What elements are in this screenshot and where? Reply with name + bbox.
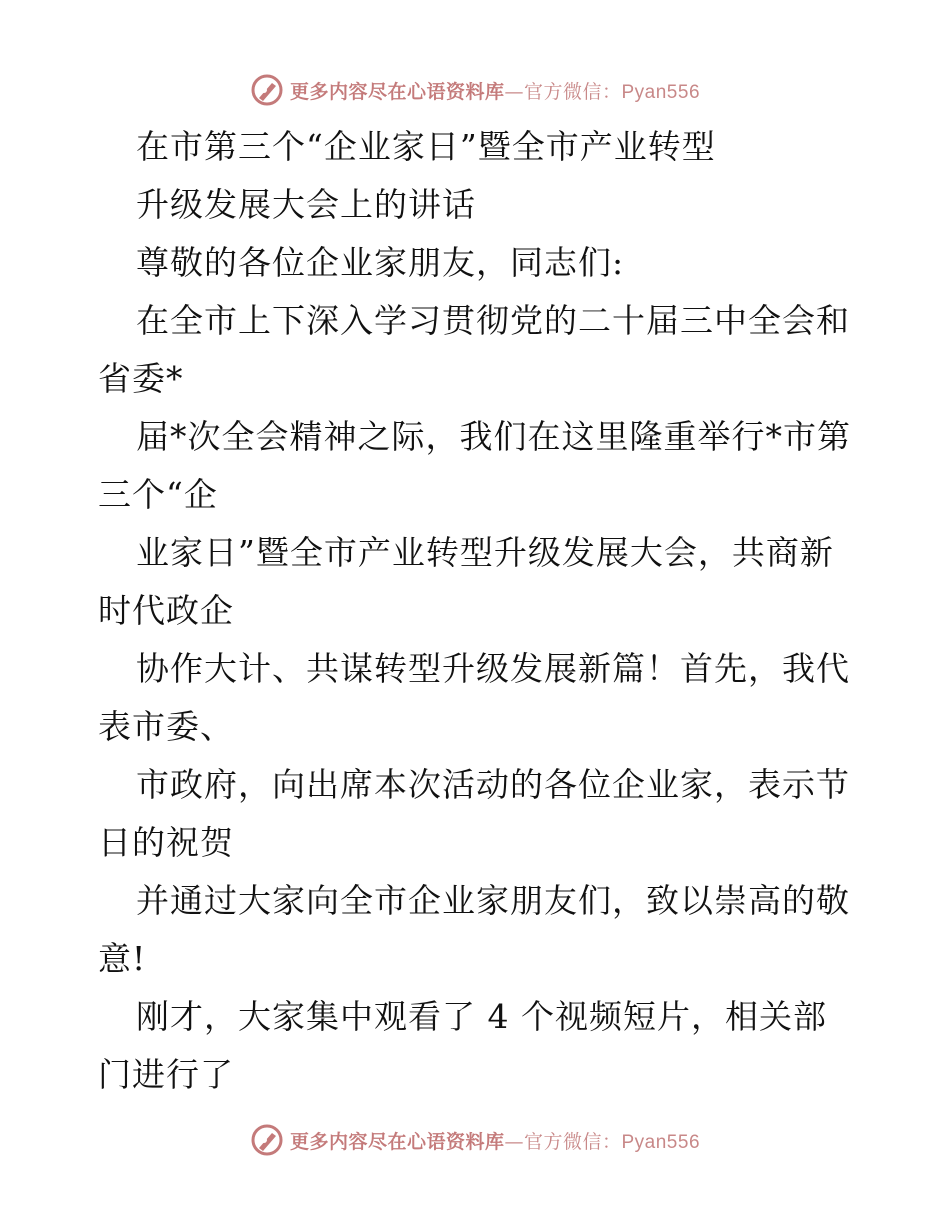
pen-logo-icon [250,73,284,107]
watermark-text: 更多内容尽在心语资料库—官方微信：Pyan556 [289,1130,701,1153]
text-line: 在全市上下深入学习贯彻党的二十届三中全会和 [136,301,850,340]
watermark-text: 更多内容尽在心语资料库—官方微信：Pyan556 [289,80,701,103]
text-line: 时代政企 [98,591,234,630]
text-line: 三个“企 [98,475,218,514]
text-line: 表市委、 [98,707,234,746]
text-line: 刚才，大家集中观看了 4 个视频短片，相关部 [136,997,827,1036]
text-line: 意! [98,939,147,978]
footer-watermark-banner [0,1120,950,1160]
header-watermark-banner [0,70,950,110]
text-line: 市政府，向出席本次活动的各位企业家，表示节 [136,765,850,804]
text-line: 并通过大家向全市企业家朋友们，致以崇高的敬 [136,881,850,920]
text-line: 尊敬的各位企业家朋友，同志们: [136,243,625,282]
pen-logo-icon [250,1123,284,1157]
document-body [98,118,858,1104]
text-line: 协作大计、共谋转型升级发展新篇！首先，我代 [136,649,850,688]
text-line: 门进行了 [98,1055,234,1094]
text-line: 省委* [98,359,184,398]
text-line: 业家日”暨全市产业转型升级发展大会，共商新 [136,533,834,572]
text-line: 日的祝贺 [98,823,234,862]
text-line: 在市第三个“企业家日”暨全市产业转型 [136,127,716,166]
text-line: 届*次全会精神之际，我们在这里隆重举行*市第 [136,417,851,456]
text-line: 升级发展大会上的讲话 [136,185,476,224]
